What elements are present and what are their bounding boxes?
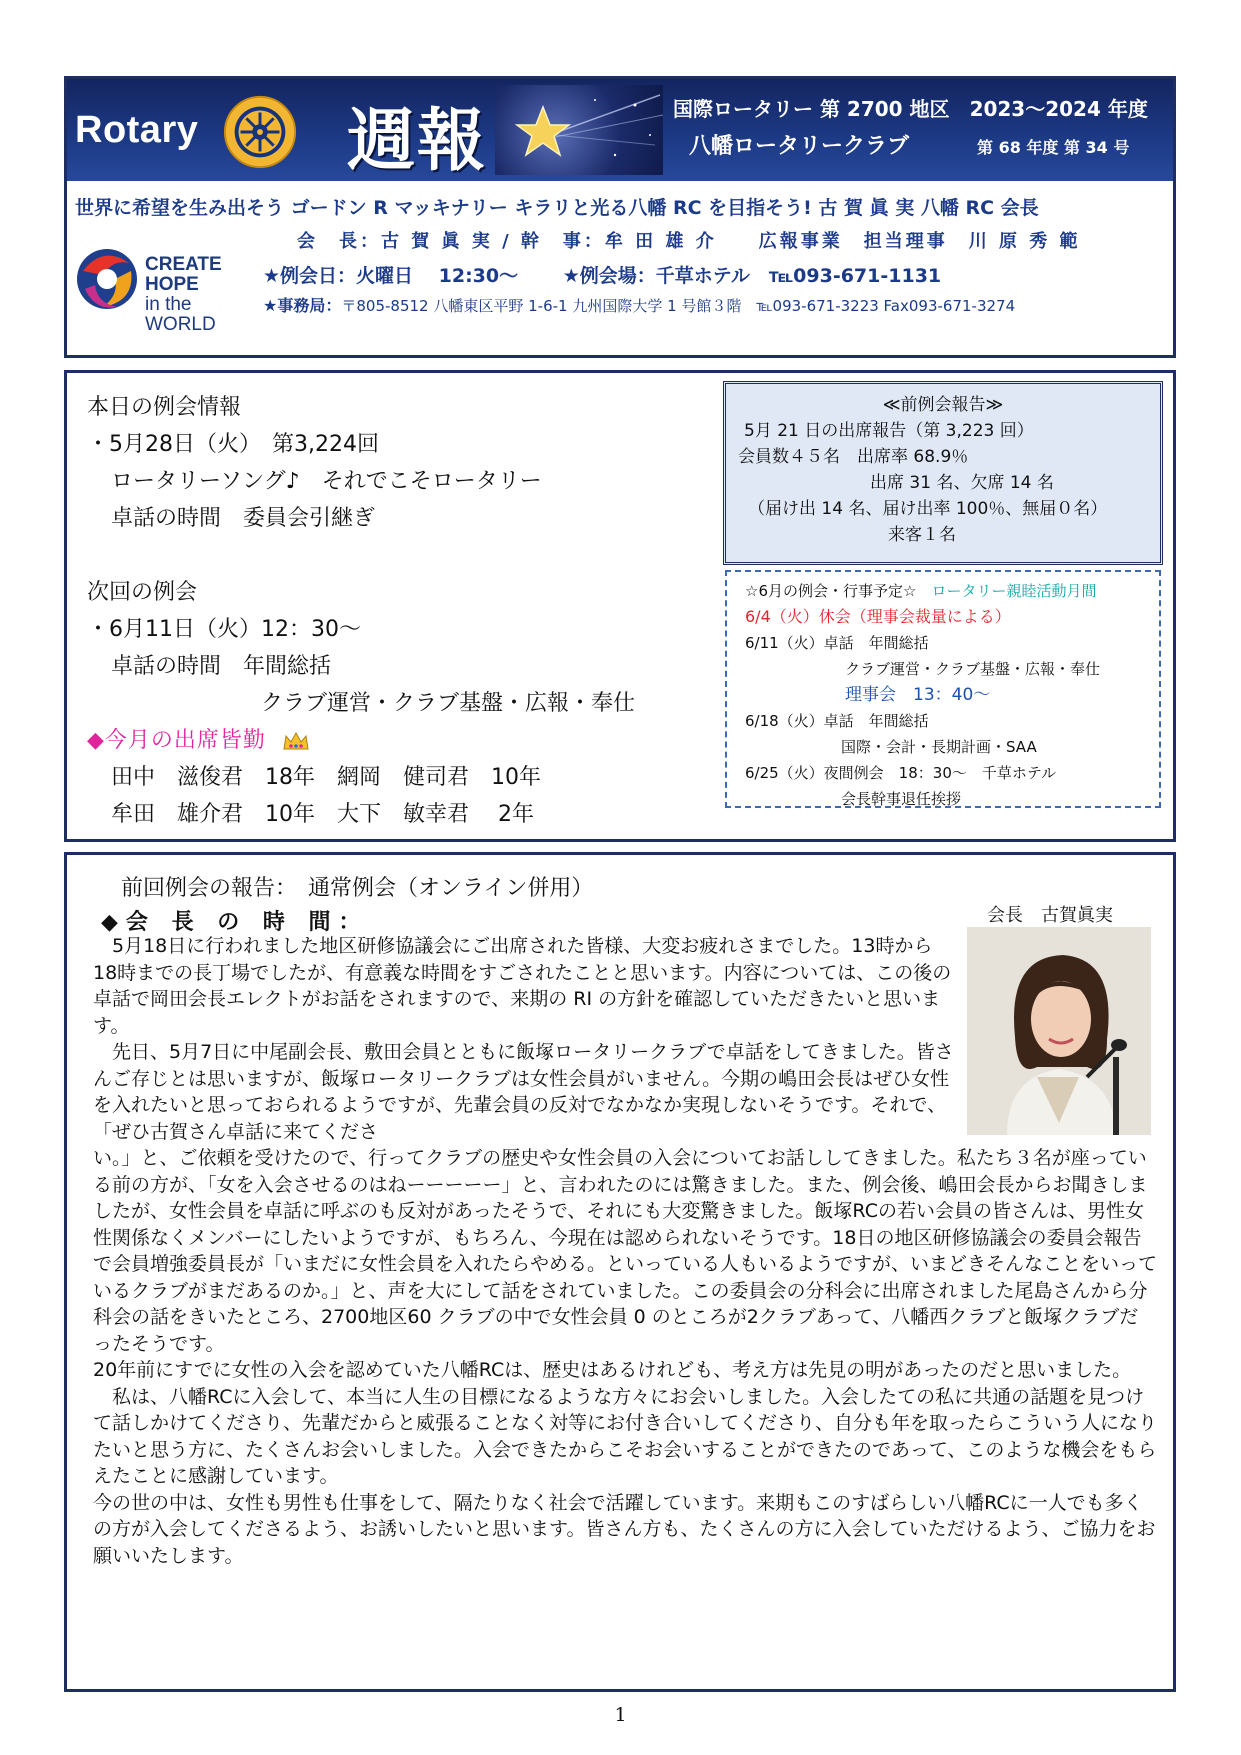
office-info [263, 293, 1015, 316]
create-hope-text [145, 255, 263, 335]
prev-report-title: ≪前例会報告≫ [882, 395, 1004, 415]
prev-report-line: 出席 31 名、欠席 14 名 [870, 473, 1054, 493]
meeting-info-section [64, 370, 1176, 842]
article-paragraph: 今の世の中は、女性も男性も仕事をして、隔たりなく社会で活躍しています。来期もこのすばらしい八幡RCに一人でも多くの方が入会してくださるよう、お誘いしたいと思います。皆さん方も、たくさんの方に入会していただけるよう、ご協力をお願いいたします。 [93, 1491, 1156, 1567]
star-image [495, 85, 663, 175]
rotary-wheel-icon [221, 93, 299, 171]
prev-report-line: 5月 21 日の出席報告（第 3,223 回） [744, 421, 1034, 441]
today-talk: 卓話の時間 委員会引継ぎ [111, 506, 376, 531]
create-hope-line1: CREATE HOPE [145, 254, 222, 295]
article-paragraph: い。」と、ご依頼を受けたので、行ってクラブの歴史や女性会員の入会についてお話ししてきました。私たち３名が座っている前の方が、「女を入会させるのはねーーーーー」と、言われたのには驚きました。また、例会後、嶋田会長からお聞きしましたが、女性会員を卓話に呼ぶのも反対があったそうで、それにも大変驚きました。飯塚RCの若い会員の皆さんは、男性女性関係なくメンバーにしたいようですが、もちろん、今現在は認められないそうです。18日の地区研修協議会の委員会報告で会員増強委員長が「いまだに女性会員を入れたらやめる。といっている人もいるようですが、いまどきそんなことをいっているクラブがまだあるのか。」と、声を大にして話をされていました。この委員会の分科会に出席されました尾島さんから分科会の話をきいたところ、2700地区60 クラブの中で女性会員 0 のところが2クラブあって、八幡西クラブと飯塚クラブだったそうです。 [93, 1147, 1158, 1355]
article-paragraph: 5月18日に行われました地区研修協議会にご出席された皆様、大変お疲れさまでした。13時から18時までの長丁場でしたが、有意義な時間をすごされたことと思います。内容については、この後の卓話で岡田会長エレクトがお話をされますので、来期の RI の方針を確認していただきたいと思います。 [93, 935, 952, 1037]
today-song: ロータリーソング♪ それでこそロータリー [111, 469, 542, 494]
today-meeting [87, 389, 635, 833]
office-label: ★事務局： [263, 296, 342, 315]
june-schedule [725, 570, 1161, 808]
office-address: 〒805-8512 八幡東区平野 1-6-1 九州国際大学 1 号館３階 ℡093-671-3223 Fax093-671-3274 [341, 297, 1016, 315]
previous-meeting-report [723, 381, 1163, 565]
prev-report-line: 来客１名 [888, 525, 956, 545]
president-photo [967, 927, 1151, 1135]
attendance-title-text: ◆今月の出席皆勤 [87, 728, 266, 753]
next-heading: 次回の例会 [87, 580, 198, 605]
rotary-logo [71, 85, 321, 175]
officers: 会 長：古 賀 眞 実 / 幹 事：牟 田 雄 介 広報事業 担当理事 川 原 秀 範 [297, 231, 1081, 252]
create-hope-logo [73, 241, 263, 335]
newsletter-title: 週報 [347, 102, 488, 181]
schedule-line: 6/25（火）夜間例会 18：30〜 千草ホテル [745, 764, 1057, 782]
create-hope-line2: in the WORLD [145, 294, 216, 335]
schedule-theme: ロータリー親睦活動月間 [931, 582, 1097, 600]
star-icon [495, 85, 663, 175]
president-portrait-image [967, 927, 1151, 1135]
prev-report-line: 会員数４５名 出席率 68.9％ [738, 447, 969, 467]
create-hope-icon [73, 241, 141, 317]
header-band [67, 79, 1173, 181]
schedule-line: 6/11（火）卓話 年間総括 [745, 634, 929, 652]
crown-icon [282, 731, 310, 751]
prev-report-line: （届け出 14 名、届け出率 100％、無届０名） [748, 499, 1108, 519]
district: 国際ロータリー 第 2700 地区 [673, 97, 950, 121]
issue-number: 第 68 年度 第 34 号 [977, 138, 1130, 157]
article-paragraph: 先日、5月7日に中尾副会長、敷田会員とともに飯塚ロータリークラブで卓話をしてきました。皆さんご存じとは思いますが、飯塚ロータリークラブは女性会員がいません。今期の嶋田会長はぜひ女性を入れたいと思っておられるようですが、先輩会員の反対でなかなか実現しないそうです。それで、「ぜひ古賀さん卓話に来てくださ [93, 1041, 954, 1143]
schedule-line: クラブ運営・クラブ基盤・広報・奉仕 [845, 660, 1101, 678]
schedule-heading: ☆6月の例会・行事予定☆ [745, 582, 917, 600]
slogan: 世界に希望を生み出そう ゴードン R マッキナリー キラリと光る八幡 RC を目指そう! 古 賀 眞 実 八幡 RC 会長 [75, 197, 1039, 219]
schedule-line: 会長幹事退任挨拶 [841, 790, 962, 808]
next-date: ・6月11日（火）12：30〜 [87, 617, 361, 642]
article-title: 前回例会の報告： 通常例会（オンライン併用） [121, 876, 594, 901]
next-talk-topics: クラブ運営・クラブ基盤・広報・奉仕 [261, 691, 636, 716]
newsletter-header [64, 76, 1176, 358]
attendance-row: 牟田 雄介君 10年 大下 敏幸君 2年 [111, 802, 534, 827]
today-date: ・5月28日（火） 第3,224回 [87, 432, 379, 457]
article-paragraph: 20年前にすでに女性の入会を認めていた八幡RCは、歴史はあるけれども、考え方は先見の明があったのだと思いました。 [93, 1359, 1132, 1381]
fiscal-year: 2023〜2024 年度 [969, 97, 1148, 121]
club-name: 八幡ロータリークラブ [689, 134, 910, 159]
article-subtitle: ◆会 長 の 時 間： [101, 910, 369, 935]
schedule-line: 国際・会計・長期計画・SAA [841, 738, 1037, 756]
schedule-line: 6/4（火）休会（理事会裁量による） [745, 607, 1011, 626]
article-paragraph: 私は、八幡RCに入会して、本当に人生の目標になるような方々にお会いしました。入会したての私に共通の話題を見つけて話しかけてくださり、先輩だからと威張ることなく対等にお付き合いしてくださり、自分も年を取ったらこういう人になりたいと思う方に、たくさんお会いしました。入会できたからこそお会いすることができたのであって、このような機会をもらえたことに感謝しています。 [93, 1385, 1158, 1487]
schedule-title [737, 578, 1159, 604]
photo-caption: 会長 古賀眞実 [987, 905, 1113, 926]
district-line [673, 93, 1148, 122]
attendance-title [87, 722, 635, 759]
schedule-line: 理事会 13：40〜 [845, 685, 991, 705]
rotary-wordmark: Rotary [75, 109, 199, 151]
next-talk: 卓話の時間 年間総括 [111, 654, 332, 679]
attendance-row: 田中 滋俊君 18年 網岡 健司君 10年 [111, 765, 541, 790]
meeting-info: ★例会日：火曜日 12:30〜 ★例会場：千草ホテル ℡093-671-1131 [263, 265, 942, 287]
today-heading: 本日の例会情報 [87, 395, 242, 420]
meeting-report-article [64, 852, 1176, 1692]
article-body-bottom [93, 1145, 1157, 1569]
page-number: 1 [614, 1704, 627, 1726]
schedule-line: 6/18（火）卓話 年間総括 [745, 712, 929, 730]
article-body-top [93, 933, 955, 1145]
